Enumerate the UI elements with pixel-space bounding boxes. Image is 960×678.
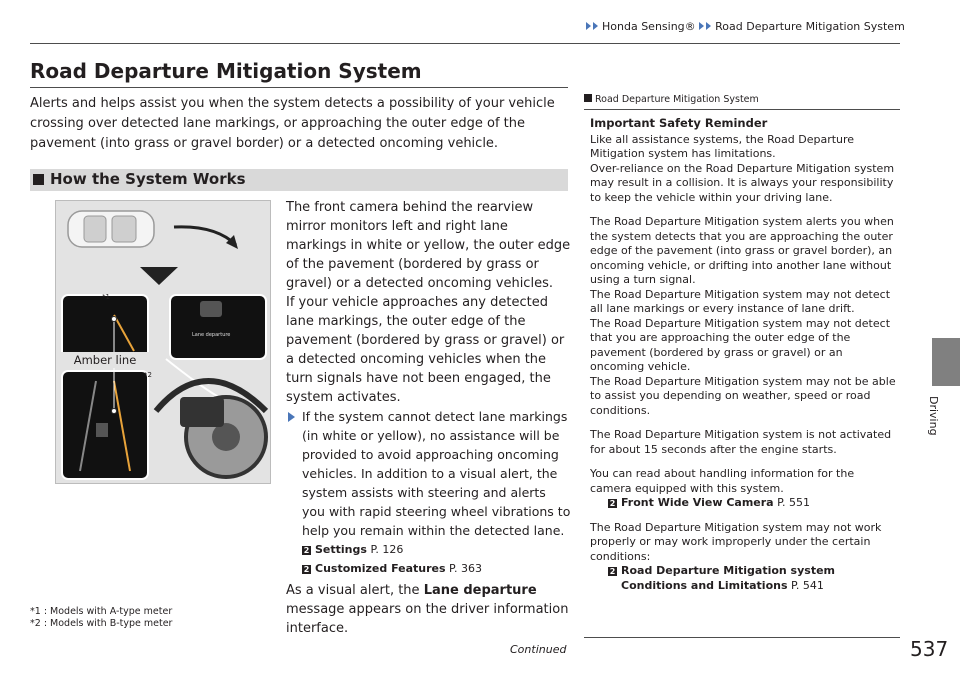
marker-1: *1 <box>102 293 110 301</box>
header-divider <box>30 43 900 44</box>
meter-a-display <box>62 295 148 359</box>
ref-customized-page[interactable]: P. 363 <box>449 562 482 575</box>
body-paragraph-2: If your vehicle approaches any detected lane markings, the outer edge of the pavement (bordered by grass or gravel) or a detected oncoming vehicles when the turn signals have not been engaged, the system activates. <box>286 295 565 405</box>
safety-panel <box>584 94 900 638</box>
body-column <box>286 198 572 638</box>
ref-conditions-label-1[interactable]: Road Departure Mitigation system <box>621 564 836 577</box>
panel-bottom-divider <box>584 637 900 638</box>
important-heading: Important Safety Reminder <box>590 116 768 130</box>
amber-line-label: Amber line <box>60 352 150 368</box>
ref-front-camera-label[interactable]: Front Wide View Camera <box>621 496 774 509</box>
body-note <box>302 407 572 540</box>
system-illustration <box>55 200 271 484</box>
body-paragraph-3 <box>286 581 572 638</box>
panel-p9: The Road Departure Mitigation system may not work properly or may work improperly under the certain conditions: <box>590 520 882 563</box>
footnote-1: *1 : Models with A-type meter <box>30 606 173 617</box>
page-number: 537 <box>910 637 949 661</box>
panel-p6: The Road Departure Mitigation system may not be able to assist you depending on weather, speed or road conditions. <box>590 374 896 417</box>
ref-conditions-limitations[interactable] <box>608 564 896 579</box>
ref-settings[interactable] <box>302 540 572 559</box>
body-paragraph-1: The front camera behind the rearview mirror monitors left and right lane markings in white or yellow, the outer edge of the pavement (bordered by grass or gravel) or a detected oncoming vehicles. <box>286 200 571 291</box>
arrow-right-icon <box>593 22 598 30</box>
ref-conditions-page[interactable]: P. 541 <box>791 578 824 592</box>
page-ref-icon: 2 <box>303 546 310 555</box>
ref-settings-label[interactable]: Settings <box>315 543 367 556</box>
panel-p7: The Road Departure Mitigation system is not activated for about 15 seconds after the engine starts. <box>590 428 892 456</box>
intro-text: Alerts and helps assist you when the system detects a possibility of your vehicle crossing over detected lane markings, or approaching the outer edge of the pavement (into grass or gravel border) or a detected oncoming vehicle. <box>30 96 555 151</box>
lane-warning-icon <box>200 301 222 317</box>
section-square-icon <box>33 174 44 185</box>
panel-heading-text: Road Departure Mitigation System <box>595 94 759 105</box>
ref-front-camera-page[interactable]: P. 551 <box>777 496 811 509</box>
breadcrumb <box>586 20 905 33</box>
footnotes <box>30 606 172 630</box>
title-divider <box>30 87 568 88</box>
panel-divider <box>584 109 900 110</box>
section-title <box>33 170 246 188</box>
arrow-right-icon <box>706 22 711 30</box>
ref-front-camera[interactable] <box>608 496 896 511</box>
panel-heading <box>584 94 900 105</box>
ref-settings-page[interactable]: P. 126 <box>370 543 404 556</box>
panel-p2: Over-reliance on the Road Departure Mitigation system may result in a collision. It is always your responsibility to keep the vehicle within your driving lane. <box>590 161 895 204</box>
footnote-2: *2 : Models with B-type meter <box>30 618 173 629</box>
chapter-tab[interactable] <box>932 338 960 386</box>
car-top-view-icon <box>68 211 154 247</box>
para3-pre: As a visual alert, the <box>286 583 424 598</box>
lane-departure-label: Lane departure <box>423 583 537 598</box>
note-arrow-icon <box>288 412 295 422</box>
panel-p5: The Road Departure Mitigation system may not detect that you are approaching the outer edge of the pavement (bordered by grass or gravel) or an oncoming vehicle. <box>590 316 891 373</box>
continued-label: Continued <box>510 643 567 656</box>
marker-2: *2 <box>144 371 152 379</box>
page-ref-icon: 2 <box>609 499 616 508</box>
illustration-svg <box>56 201 270 483</box>
ref-customized-features[interactable] <box>302 559 572 578</box>
para3-post: message appears on the driver information interface. <box>286 602 569 636</box>
note-text: If the system cannot detect lane markings (in white or yellow), no assistance will be provided to avoid approaching oncoming vehicles. In addition to a visual alert, the system assists with steering and alerts you with rapid steering wheel vibrations to help you remain within the detected lane. <box>302 409 571 538</box>
panel-p3: The Road Departure Mitigation system alerts you when the system detects that you are approaching the outer edge of the pavement (into grass or gravel border), an oncoming vehicle, or drifting into another lane without using a turn signal. <box>590 215 894 286</box>
breadcrumb-part-1[interactable]: Honda Sensing® <box>602 20 696 33</box>
chapter-label: Driving <box>927 396 940 436</box>
meter-cluster <box>180 397 224 427</box>
ref-conditions-line2[interactable] <box>608 579 896 594</box>
page-title: Road Departure Mitigation System <box>30 59 422 83</box>
ref-conditions-label-2[interactable]: Conditions and Limitations <box>621 578 788 592</box>
arrow-right-icon <box>586 22 591 30</box>
panel-p1: Like all assistance systems, the Road Departure Mitigation system has limitations. <box>590 132 855 160</box>
breadcrumb-part-2[interactable]: Road Departure Mitigation System <box>715 20 905 33</box>
ref-customized-label[interactable]: Customized Features <box>315 562 446 575</box>
page-ref-icon: 2 <box>609 567 616 576</box>
arrow-right-icon <box>699 22 704 30</box>
panel-p8: You can read about handling information for the camera equipped with this system. <box>590 467 855 495</box>
page-ref-icon: 2 <box>303 565 310 574</box>
note-icon <box>584 94 592 102</box>
screen-text: Lane departure <box>192 332 231 338</box>
panel-p4: The Road Departure Mitigation system may not detect all lane markings or every instance of lane drift. <box>590 287 891 315</box>
section-title-text: How the System Works <box>50 170 246 188</box>
panel-body <box>590 116 896 593</box>
